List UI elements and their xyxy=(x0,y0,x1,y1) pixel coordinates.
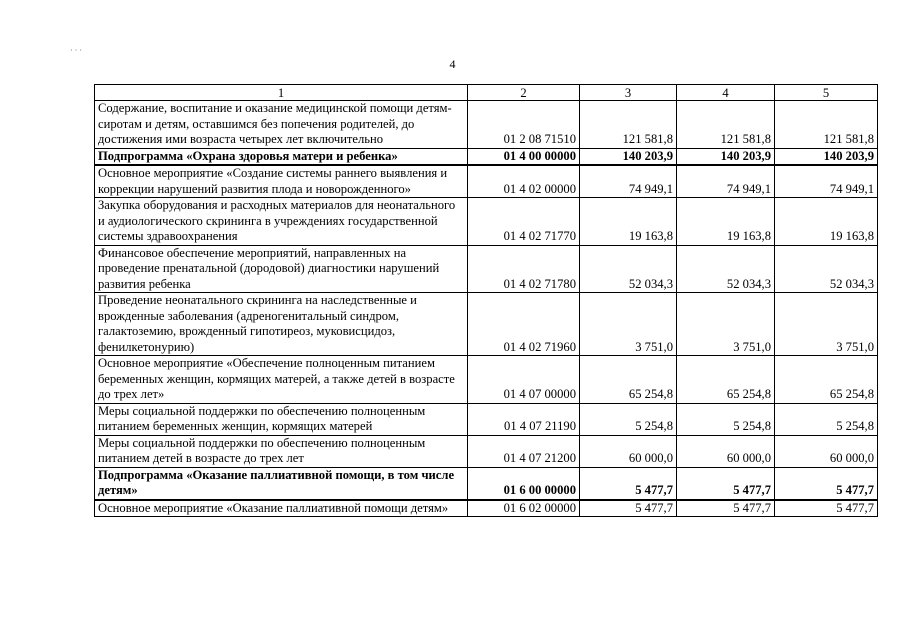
row-value-col3: 3 751,0 xyxy=(580,293,677,356)
row-value-col3: 140 203,9 xyxy=(580,148,677,165)
row-value-col5: 60 000,0 xyxy=(775,435,878,467)
margin-mark: · · · xyxy=(70,46,82,55)
table-row xyxy=(95,403,878,435)
row-code-cell: 01 4 07 21190 xyxy=(468,403,580,435)
row-value-col4: 60 000,0 xyxy=(677,435,775,467)
row-value-col5: 5 477,7 xyxy=(775,467,878,500)
table-row xyxy=(95,435,878,467)
row-code-cell: 01 4 02 71770 xyxy=(468,198,580,246)
table-row xyxy=(95,101,878,149)
row-value-col3: 19 163,8 xyxy=(580,198,677,246)
row-code-cell: 01 2 08 71510 xyxy=(468,101,580,149)
row-value-col4: 121 581,8 xyxy=(677,101,775,149)
row-value-col3: 52 034,3 xyxy=(580,245,677,293)
header-row xyxy=(95,85,878,101)
row-code-cell: 01 4 00 00000 xyxy=(468,148,580,165)
row-value-col5: 5 477,7 xyxy=(775,500,878,517)
row-value-col3: 65 254,8 xyxy=(580,356,677,404)
column-header: 5 xyxy=(775,85,878,101)
row-value-col3: 5 477,7 xyxy=(580,467,677,500)
row-value-col3: 5 477,7 xyxy=(580,500,677,517)
row-name-cell: Содержание, воспитание и оказание медицинской помощи детям-сиротам и детям, оставшимся без попечения родителей, до достижения ими возраста четырех лет включительно xyxy=(95,101,468,149)
row-value-col5: 52 034,3 xyxy=(775,245,878,293)
row-value-col3: 74 949,1 xyxy=(580,165,677,198)
row-code-cell: 01 6 02 00000 xyxy=(468,500,580,517)
row-name-cell: Меры социальной поддержки по обеспечению полноценным питанием детей в возрасте до трех лет xyxy=(95,435,468,467)
row-code-cell: 01 4 02 00000 xyxy=(468,165,580,198)
row-name-cell: Основное мероприятие «Оказание паллиативной помощи детям» xyxy=(95,500,468,517)
table-row xyxy=(95,198,878,246)
table-row xyxy=(95,467,878,500)
row-value-col5: 140 203,9 xyxy=(775,148,878,165)
row-name-cell: Проведение неонатального скрининга на наследственные и врожденные заболевания (адреногенитальный синдром, галактоземию, врожденный гипотиреоз, муковисцидоз, фенилкетонурию) xyxy=(95,293,468,356)
row-code-cell: 01 4 07 21200 xyxy=(468,435,580,467)
row-value-col4: 74 949,1 xyxy=(677,165,775,198)
row-value-col4: 19 163,8 xyxy=(677,198,775,246)
table-row xyxy=(95,356,878,404)
column-header: 4 xyxy=(677,85,775,101)
page-number: 4 xyxy=(449,57,456,71)
row-name-cell: Основное мероприятие «Создание системы раннего выявления и коррекции нарушений развития плода и новорожденного» xyxy=(95,165,468,198)
row-value-col3: 5 254,8 xyxy=(580,403,677,435)
row-name-cell: Подпрограмма «Оказание паллиативной помощи, в том числе детям» xyxy=(95,467,468,500)
row-name-cell: Меры социальной поддержки по обеспечению полноценным питанием беременных женщин, кормящих матерей xyxy=(95,403,468,435)
row-value-col5: 121 581,8 xyxy=(775,101,878,149)
table-row xyxy=(95,165,878,198)
row-value-col5: 3 751,0 xyxy=(775,293,878,356)
row-value-col4: 140 203,9 xyxy=(677,148,775,165)
table-row xyxy=(95,148,878,165)
row-value-col4: 5 477,7 xyxy=(677,467,775,500)
table-row xyxy=(95,500,878,517)
column-header: 2 xyxy=(468,85,580,101)
row-value-col5: 65 254,8 xyxy=(775,356,878,404)
column-header: 3 xyxy=(580,85,677,101)
row-name-cell: Основное мероприятие «Обеспечение полноценным питанием беременных женщин, кормящих матерей, а также детей в возрасте до трех лет» xyxy=(95,356,468,404)
row-code-cell: 01 4 02 71780 xyxy=(468,245,580,293)
budget-table xyxy=(94,84,878,517)
row-value-col4: 5 254,8 xyxy=(677,403,775,435)
row-name-cell: Финансовое обеспечение мероприятий, направленных на проведение пренатальной (дородовой) диагностики нарушений развития ребенка xyxy=(95,245,468,293)
table-row xyxy=(95,245,878,293)
row-value-col3: 121 581,8 xyxy=(580,101,677,149)
row-value-col5: 19 163,8 xyxy=(775,198,878,246)
row-value-col4: 5 477,7 xyxy=(677,500,775,517)
row-name-cell: Подпрограмма «Охрана здоровья матери и ребенка» xyxy=(95,148,468,165)
row-code-cell: 01 6 00 00000 xyxy=(468,467,580,500)
column-header: 1 xyxy=(95,85,468,101)
row-value-col5: 5 254,8 xyxy=(775,403,878,435)
row-code-cell: 01 4 02 71960 xyxy=(468,293,580,356)
row-value-col4: 65 254,8 xyxy=(677,356,775,404)
row-code-cell: 01 4 07 00000 xyxy=(468,356,580,404)
table-row xyxy=(95,293,878,356)
table-body xyxy=(95,101,878,517)
row-value-col4: 3 751,0 xyxy=(677,293,775,356)
row-name-cell: Закупка оборудования и расходных материалов для неонатального и аудиологического скрининга в учреждениях государственной системы здравоохранения xyxy=(95,198,468,246)
row-value-col5: 74 949,1 xyxy=(775,165,878,198)
row-value-col3: 60 000,0 xyxy=(580,435,677,467)
row-value-col4: 52 034,3 xyxy=(677,245,775,293)
